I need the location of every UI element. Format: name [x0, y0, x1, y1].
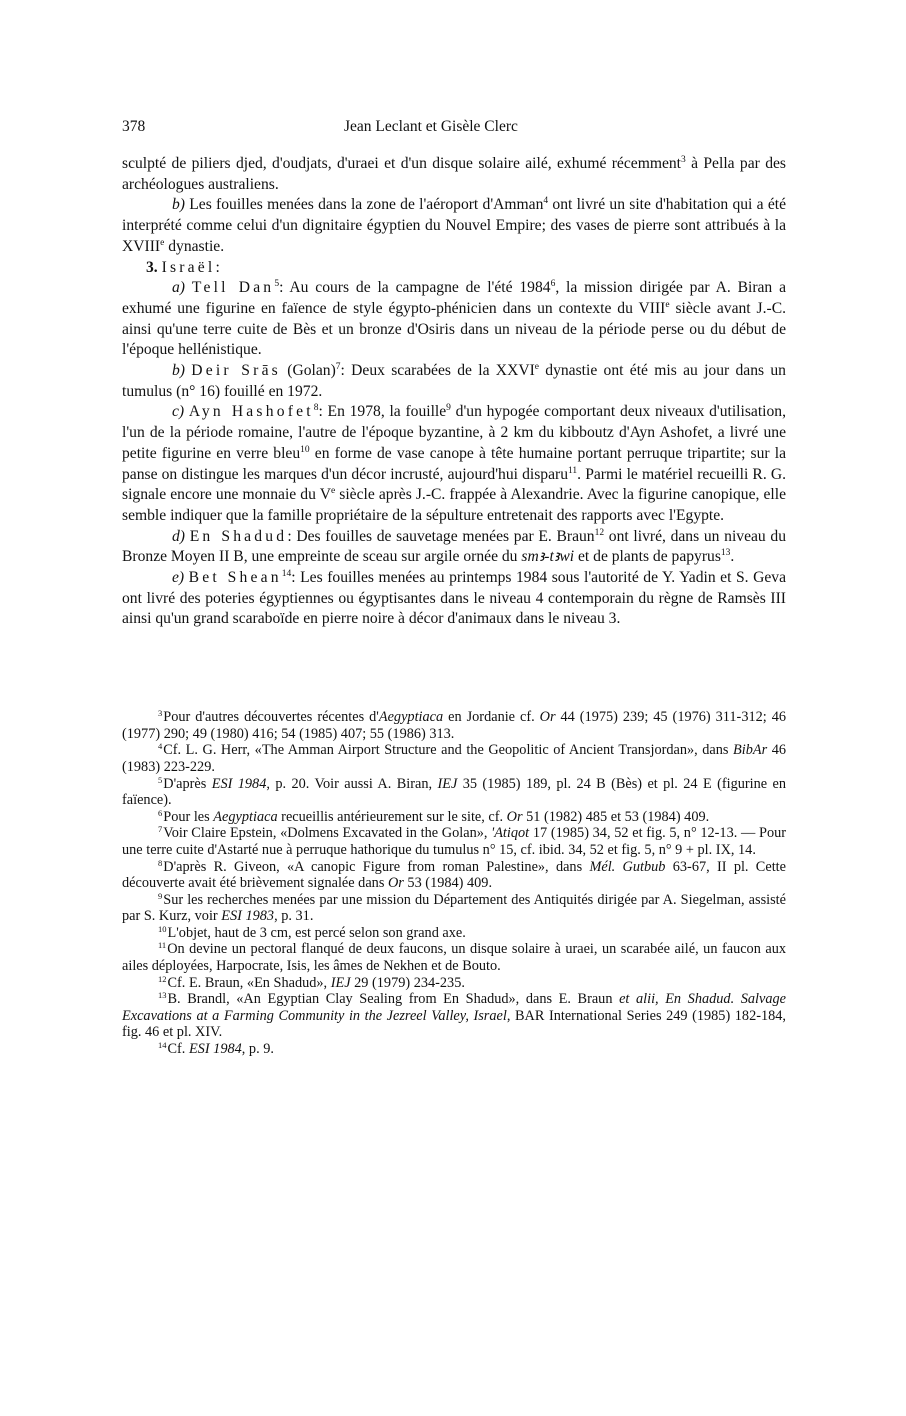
paragraph-en-shadud: d) En Shadud: Des fouilles de sauvetage menées par E. Braun$^{12}$ ont livré, dans un niveau du Bronze Moyen II B, une empreinte de sceau sur argile ornée du smꜣ-tꜣwi et de plants de papyrus$^{13}$. [122, 527, 786, 566]
footnote-ref[interactable]: 12 [594, 527, 605, 538]
footnote-3: $^3$Pour d'autres découvertes récentes d'Aegyptiaca en Jordanie cf. Or 44 (1975) 239; 45 (1976) 311-312; 46 (1977) 290; 49 (1980) 416; 54 (1985) 407; 55 (1986) 313. [122, 708, 787, 742]
running-title: Jean Leclant et Gisèle Clerc [344, 118, 518, 135]
running-head [122, 118, 786, 140]
paragraph-deir-sras: b) Deir Srās (Golan)$^7$: Deux scarabées de la XXVIe dynastie ont été mis au jour dans un tumulus (n° 16) fouillé en 1972. [122, 362, 786, 400]
paragraph-bet-shean: e) Bet Shean$^{14}$: Les fouilles menées au printemps 1984 sous l'autorité de Y. Yadin et S. Geva ont livré des poteries égyptiennes ou égyptisantes dans le niveau 4 contemporain du règne de Ramsès III ainsi qu'un grand scaraboïde en pierre noire à décor d'animaux dans le niveau 3. [122, 569, 786, 628]
footnote-ref[interactable]: 5 [274, 279, 280, 290]
site-name: En Shadud [189, 527, 288, 545]
footnote-ref[interactable]: 14 [281, 569, 292, 580]
footnote-ref[interactable]: 9 [446, 403, 451, 414]
footnote-13: $^{13}$B. Brandl, «An Egyptian Clay Sealing from En Shadud», dans E. Braun et alii, En Shadud. Salvage Excavations at a Farming Community in the Jezreel Valley, Israel, BAR International Series 249 (1985) 182-184, fig. 46 et pl. XIV. [122, 990, 786, 1041]
footnote-4: $^4$Cf. L. G. Herr, «The Amman Airport Structure and the Geopolitic of Ancient Transjordan», dans BibAr 46 (1983) 223-229. [122, 741, 786, 775]
section-heading-israel: 3. Israël: [146, 258, 223, 276]
site-name: Deir Srās [191, 362, 281, 380]
footnote-14: $^{14}$Cf. ESI 1984, p. 9. [158, 1040, 274, 1058]
footnote-ref[interactable]: 8 [313, 403, 319, 414]
footnote-9: $^9$Sur les recherches menées par une mission du Département des Antiquités dirigée par A. Siegelman, assisté par S. Kurz, voir ESI 1983, p. 31. [122, 890, 786, 925]
footnote-5: $^5$D'après ESI 1984, p. 20. Voir aussi A. Biran, IEJ 35 (1985) 189, pl. 24 B (Bès) et pl. 24 E (figurine en faïence). [122, 774, 787, 809]
footnote-8: $^8$D'après R. Giveon, «A canopic Figure from roman Palestine», dans Mél. Gutbub 63-67, II pl. Cette découverte avait été brièvement signalée dans Or 53 (1984) 409. [122, 857, 786, 892]
page [122, 118, 786, 1058]
footnote-7: $^7$Voir Claire Epstein, «Dolmens Excavated in the Golan», 'Atiqot 17 (1985) 34, 52 et fig. 5, n° 12-13. — Pour une terre cuite d'Astarté nue à perruque hathorique du tumulus n° 15, cf. ibid. 34, 52 et fig. 5, n° 9 + pl. IX, 14. [122, 824, 786, 858]
paragraph-amman: b) Les fouilles menées dans la zone de l'aéroport d'Amman$^4$ ont livré un site d'habitation qui a été interprété comme celui d'un dignitaire égyptien du Nouvel Empire; des vases de pierre sont attribués à la XVIIIe dynastie. [122, 196, 786, 255]
footnote-ref[interactable]: 4 [543, 196, 549, 207]
site-name: Ayn Hashofet [188, 403, 314, 421]
footnote-ref[interactable]: 3 [681, 155, 686, 165]
footnote-ref[interactable]: 11 [568, 465, 578, 476]
site-name: Bet Shean [188, 569, 282, 587]
footnote-ref[interactable]: 7 [335, 362, 341, 373]
paragraph-ayn-hashofet: c) Ayn Hashofet$^8$: En 1978, la fouille$^9$ d'un hypogée comportant deux niveaux d'utilisation, l'un de la période romaine, l'autre de l'époque byzantine, à 2 km du kibboutz d'Ayn Ashofet, a livré une petite figurine en verre bleu$^{10}$ en forme de vase canope à tête humaine portant perruque tripartite; sur la panse on distingue les marques d'un décor incrusté, aujourd'hui disparu$^{11}$. Parmi le matériel recueilli R. G. signale encore une monnaie du Ve siècle après J.-C. frappée à Alexandrie. Avec la figurine canopique, elle semble indiquer que la famille propriétaire de la sépulture entretenait des rapports avec l'Egypte. [122, 403, 787, 524]
footnote-ref[interactable]: 13 [720, 548, 731, 559]
footnote-6: $^6$Pour les Aegyptiaca recueillis antérieurement sur le site, cf. Or 51 (1982) 485 et 53 (1984) 409. [158, 807, 710, 825]
footnote-11: $^{11}$On devine un pectoral flanqué de deux faucons, un disque solaire à uraei, un scarabée ailé, un faucon aux ailes déployées, Harpocrate, Isis, les âmes de Nekhen et de Bouto. [122, 940, 786, 975]
site-name: Tell Dan [191, 279, 275, 297]
footnotes [122, 709, 786, 1057]
paragraph-tell-dan: a) Tell Dan$^5$: Au cours de la campagne de l'été 1984$^6$, la mission dirigée par A. Biran a exhumé une figurine en faïence de style égypto-phénicien dans un contexte du VIIIe siècle avant J.-C. ainsi qu'une terre cuite de Bès et un bronze d'Osiris dans un niveau de la période perse ou du début de l'époque hellénistique. [122, 279, 786, 359]
body-text [122, 154, 786, 630]
paragraph-pella: sculpté de piliers djed, d'oudjats, d'uraei et d'un disque solaire ailé, exhumé récemment$^3$ à Pella par des archéologues australiens. [122, 155, 786, 193]
footnote-ref[interactable]: 10 [300, 444, 310, 455]
footnote-ref[interactable]: 6 [550, 279, 556, 290]
page-number: 378 [122, 118, 146, 135]
footnote-10: $^{10}$L'objet, haut de 3 cm, est percé selon son grand axe. [158, 923, 466, 941]
footnote-12: $^{12}$Cf. E. Braun, «En Shadud», IEJ 29 (1979) 234-235. [158, 973, 465, 991]
